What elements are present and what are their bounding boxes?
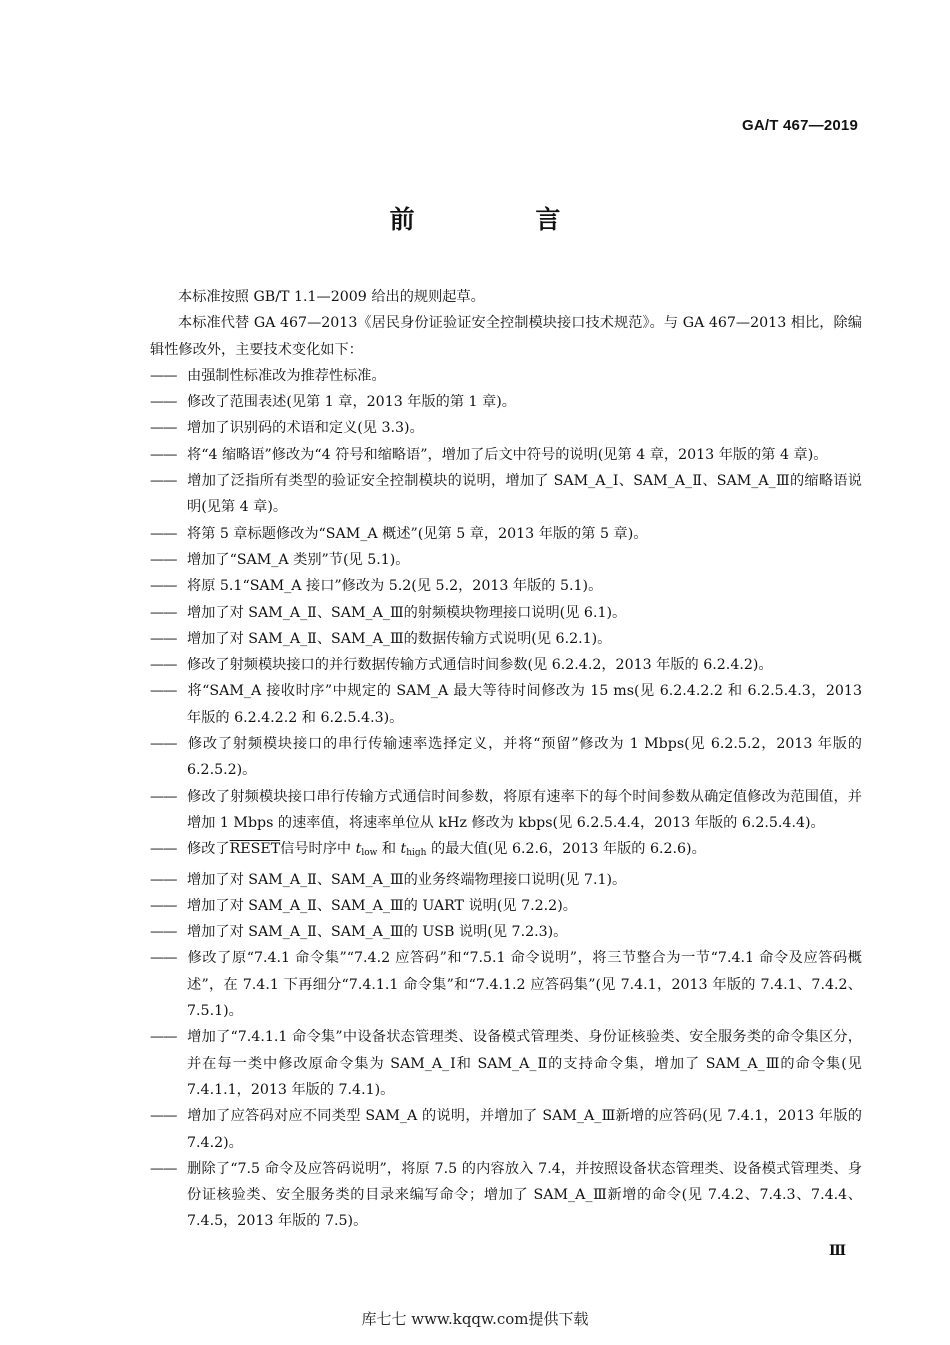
list-item-text: 修改了射频模块接口的并行数据传输方式通信时间参数(见 6.2.4.2，2013 年版的 6.2.4.2)。 (187, 657, 773, 674)
list-item (150, 415, 862, 441)
list-item-text: 增加了泛指所有类型的验证安全控制模块的说明，增加了 SAM_A_Ⅰ、SAM_A_Ⅱ、SAM_A_Ⅲ的缩略语说明(见第 4 章)。 (187, 473, 862, 516)
page-title: 前 言 (389, 205, 617, 234)
list-item (150, 784, 862, 837)
list-item-text: 将“4 缩略语”修改为“4 符号和缩略语”，增加了后文中符号的说明(见第 4 章，2013 年版的第 4 章)。 (187, 446, 828, 463)
list-item-text: 增加了对 SAM_A_Ⅱ、SAM_A_Ⅲ的业务终端物理接口说明(见 7.1)。 (187, 871, 627, 888)
list-item (150, 468, 862, 521)
list-item (150, 945, 862, 1024)
list-item-text: 增加了对 SAM_A_Ⅱ、SAM_A_Ⅲ的数据传输方式说明(见 6.2.1)。 (187, 630, 612, 647)
intro-paragraph: 本标准代替 GA 467—2013《居民身份证验证安全控制模块接口技术规范》。与 GA 467—2013 相比，除编辑性修改外，主要技术变化如下： (150, 315, 862, 358)
list-item-text: 增加了对 SAM_A_Ⅱ、SAM_A_Ⅲ的 UART 说明(见 7.2.2)。 (187, 897, 577, 914)
page-number: Ⅲ (828, 1243, 846, 1259)
dash-marker: —— (150, 420, 177, 437)
reset-text: 信号时序中 (280, 841, 356, 858)
list-item (150, 626, 862, 652)
intro-paragraph: 本标准按照 GB/T 1.1—2009 给出的规则起草。 (178, 289, 485, 305)
list-item-text: 修改了射频模块接口串行传输方式通信时间参数，将原有速率下的每个时间参数从确定值修改为范围值，并增加 1 Mbps 的速率值，将速率单位从 kHz 修改为 kbps(见 6.2.5.4.4，2013 年版的 6.2.5.4.4)。 (187, 788, 862, 831)
dash-marker: —— (150, 394, 177, 411)
dash-marker: —— (150, 1029, 177, 1046)
t-low-subscript: low (361, 848, 378, 859)
list-item-text: 将第 5 章标题修改为“SAM_A 概述”(见第 5 章，2013 年版的第 5 章)。 (187, 525, 648, 542)
list-item (150, 389, 862, 415)
changes-list (150, 867, 862, 1235)
list-item-text: 将原 5.1“SAM_A 接口”修改为 5.2(见 5.2，2013 年版的 5.1)。 (187, 578, 603, 595)
dash-marker: —— (150, 367, 177, 384)
list-item (150, 731, 862, 784)
reset-prefix: 修改了 (187, 841, 230, 858)
dash-marker: —— (150, 525, 177, 542)
dash-marker: —— (150, 604, 177, 621)
list-item (150, 521, 862, 547)
download-footer: 库七七 www.kqqw.com提供下载 (361, 1310, 589, 1328)
dash-marker: —— (150, 578, 177, 595)
list-item (150, 600, 862, 626)
list-item-text: 增加了对 SAM_A_Ⅱ、SAM_A_Ⅲ的 USB 说明(见 7.2.3)。 (187, 924, 568, 941)
standard-code: GA/T 467—2019 (742, 117, 858, 134)
dash-marker: —— (150, 551, 177, 568)
list-item (150, 1103, 862, 1156)
dash-marker: —— (150, 1160, 177, 1177)
list-item-text: 将“SAM_A 接收时序”中规定的 SAM_A 最大等待时间修改为 15 ms(见 6.2.4.2.2 和 6.2.5.4.3，2013 年版的 6.2.4.2.2 和 6.2.5.4.3)。 (187, 683, 862, 726)
dash-marker: —— (150, 657, 177, 674)
list-item-text: 增加了“7.4.1.1 命令集”中设备状态管理类、设备模式管理类、身份证核验类、安全服务类的命令集区分，并在每一类中修改原命令集为 SAM_A_Ⅰ和 SAM_A_Ⅱ的支持命令集，增加了 SAM_A_Ⅲ的命令集(见 7.4.1.1，2013 年版的 7.4.1)。 (187, 1029, 862, 1098)
list-item-text: 修改了原“7.4.1 命令集”“7.4.2 应答码”和“7.5.1 命令说明”，将三节整合为一节“7.4.1 命令及应答码概述”，在 7.4.1 下再细分“7.4.1.1 命令集”和“7.4.1.2 应答码集”(见 7.4.1，2013 年版的 7.4.1、7.4.2、7.5.1)。 (187, 950, 862, 1020)
list-item-text: 由强制性标准改为推荐性标准。 (187, 367, 386, 384)
list-item-text: 删除了“7.5 命令及应答码说明”，将原 7.5 的内容放入 7.4，并按照设备状态管理类、设备模式管理类、身份证核验类、安全服务类的目录来编写命令；增加了 SAM_A_Ⅲ新增的命令(见 7.4.2、7.4.3、7.4.4、7.4.5，2013 年版的 7.5)。 (187, 1160, 862, 1230)
changes-list (150, 363, 862, 836)
reset-signal: RESET (229, 841, 281, 858)
list-item (150, 363, 862, 389)
document-body (150, 284, 862, 1235)
list-item (150, 573, 862, 599)
list-item (150, 919, 862, 945)
list-item-text: 增加了识别码的术语和定义(见 3.3)。 (187, 420, 424, 437)
dash-marker: —— (150, 788, 177, 805)
list-item (150, 442, 862, 468)
list-item (150, 867, 862, 893)
t-high-subscript: high (406, 848, 427, 859)
list-item (150, 893, 862, 919)
t-low-symbol: t (355, 841, 362, 858)
dash-marker: —— (150, 473, 177, 490)
reset-text: 和 (377, 841, 401, 858)
list-item (150, 678, 862, 731)
dash-marker: —— (150, 924, 177, 941)
dash-marker: —— (150, 630, 177, 647)
dash-marker: —— (150, 446, 177, 463)
dash-marker: —— (150, 683, 177, 700)
list-item-text: 增加了应答码对应不同类型 SAM_A 的说明，并增加了 SAM_A_Ⅲ新增的应答码(见 7.4.1，2013 年版的 7.4.2)。 (187, 1108, 862, 1151)
dash-marker: —— (150, 871, 177, 888)
dash-marker: —— (150, 897, 177, 914)
list-item-text: 增加了对 SAM_A_Ⅱ、SAM_A_Ⅲ的射频模块物理接口说明(见 6.1)。 (187, 604, 627, 621)
dash-marker: —— (150, 1108, 177, 1125)
list-item (150, 1156, 862, 1235)
list-item (150, 652, 862, 678)
list-item (150, 836, 862, 866)
reset-text: 的最大值(见 6.2.6，2013 年版的 6.2.6)。 (426, 841, 706, 858)
list-item (150, 547, 862, 573)
list-item-text: 修改了范围表述(见第 1 章，2013 年版的第 1 章)。 (187, 394, 516, 411)
dash-marker: —— (150, 841, 177, 858)
list-item-text: 修改了射频模块接口的串行传输速率选择定义，并将“预留”修改为 1 Mbps(见 6.2.5.2，2013 年版的 6.2.5.2)。 (187, 736, 862, 779)
list-item-text: 增加了“SAM_A 类别”节(见 5.1)。 (187, 551, 410, 568)
t-high-symbol: t (400, 841, 407, 858)
list-item (150, 1024, 862, 1103)
dash-marker: —— (150, 950, 177, 967)
dash-marker: —— (150, 736, 177, 753)
